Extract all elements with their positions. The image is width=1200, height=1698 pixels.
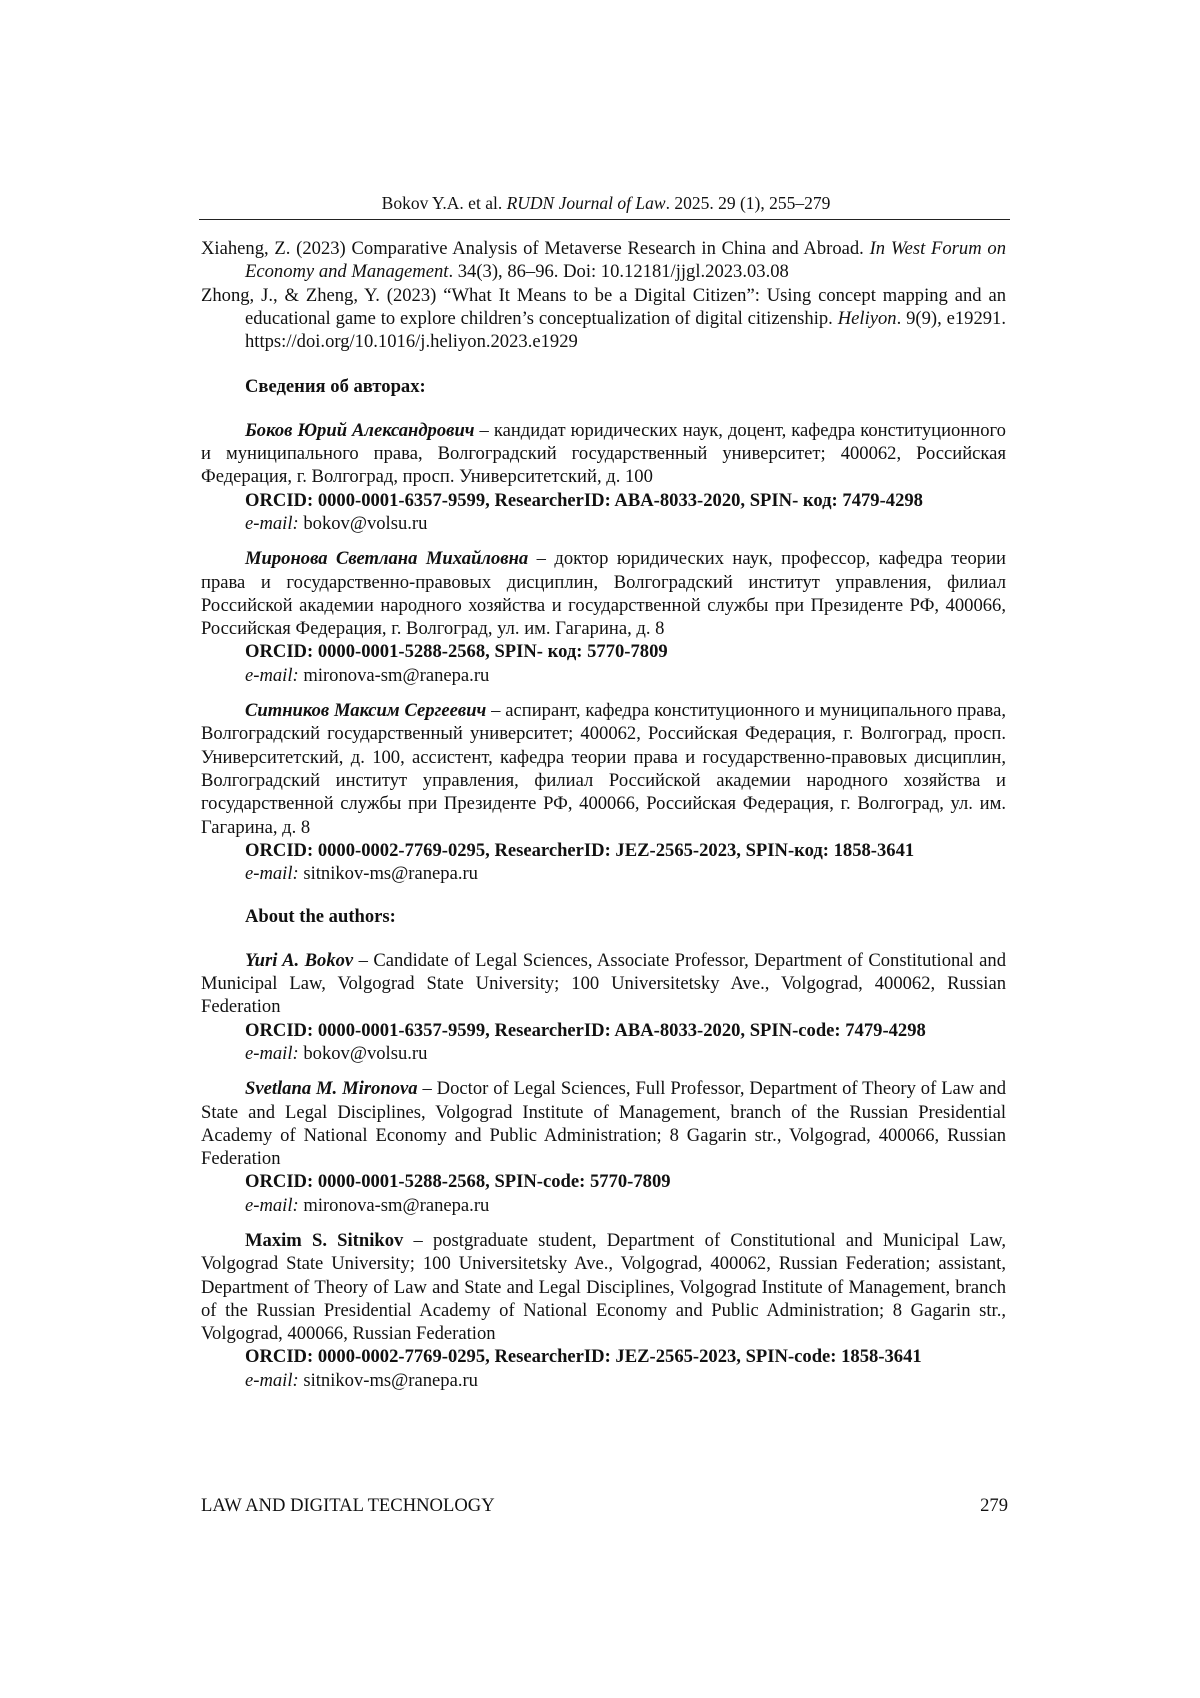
- author-email: e-mail: bokov@volsu.ru: [245, 1042, 428, 1064]
- author-email: e-mail: sitnikov-ms@ranepa.ru: [245, 863, 478, 885]
- author-orcid: ORCID: 0000-0001-6357-9599, ResearcherID: ABA-8033-2020, SPIN- код: 7479-4298: [245, 489, 923, 511]
- author-bio: Yuri A. Bokov – Candidate of Legal Sciences, Associate Professor, Department of Constitutional and Municipal Law, Volgograd State University; 100 Universitetsky Ave., Volgograd, 400062, Russian Federation: [201, 949, 1006, 1018]
- author-orcid: ORCID: 0000-0002-7769-0295, ResearcherID: JEZ-2565-2023, SPIN-code: 1858-3641: [245, 1346, 922, 1368]
- author-email: e-mail: mironova-sm@ranepa.ru: [245, 664, 490, 686]
- running-head-citation: . 2025. 29 (1), 255–279: [665, 193, 831, 213]
- author-bio: Svetlana M. Mironova – Doctor of Legal Sciences, Full Professor, Department of Theory of Law and State and Legal Disciplines, Volgograd Institute of Management, branch of the Russian Presidential Academy of National Economy and Public Administration; 8 Gagarin str., Volgograd, 400066, Russian Federation: [201, 1078, 1006, 1170]
- author-bio: Боков Юрий Александрович – кандидат юридических наук, доцент, кафедра конституционного и муниципального права, Волгоградский государственный университет; 400062, Российская Федерация, г. Волгоград, просп. Университетский, д. 100: [201, 419, 1006, 488]
- header-rule: [199, 219, 1010, 220]
- page-number: 279: [980, 1495, 1008, 1516]
- author-name: Yuri A. Bokov: [245, 949, 354, 971]
- author-email: e-mail: bokov@volsu.ru: [245, 512, 428, 534]
- running-head: [201, 192, 1011, 214]
- author-orcid: ORCID: 0000-0001-5288-2568, SPIN-code: 5770-7809: [245, 1171, 671, 1193]
- author-email: e-mail: mironova-sm@ranepa.ru: [245, 1194, 490, 1216]
- footer-section-title: LAW AND DIGITAL TECHNOLOGY: [201, 1495, 495, 1516]
- author-orcid: ORCID: 0000-0001-6357-9599, ResearcherID: ABA-8033-2020, SPIN-code: 7479-4298: [245, 1019, 926, 1041]
- author-name: Миронова Светлана Михайловна: [245, 548, 529, 570]
- author-bio: Миронова Светлана Михайловна – доктор юридических наук, профессор, кафедра теории права и государственно-правовых дисциплин, Волгоградский институт управления, филиал Российской академии народного хозяйства и государственной службы при Президенте РФ, 400066, Российская Федерация, г. Волгоград, ул. им. Гагарина, д. 8: [201, 548, 1007, 640]
- author-orcid: ORCID: 0000-0001-5288-2568, SPIN- код: 5770-7809: [245, 641, 668, 663]
- author-name: Maxim S. Sitnikov: [245, 1229, 404, 1251]
- en-section-title: About the authors:: [245, 906, 396, 928]
- author-orcid: ORCID: 0000-0002-7769-0295, ResearcherID: JEZ-2565-2023, SPIN-код: 1858-3641: [245, 839, 915, 861]
- author-name: Ситников Максим Сергеевич: [245, 700, 487, 722]
- author-bio: Maxim S. Sitnikov – postgraduate student, Department of Constitutional and Municipal Law, Volgograd State University; 100 Universitetsky Ave., Volgograd, 400062, Russian Federation; assistant, Department of Theory of Law and State and Legal Disciplines, Volgograd Institute of Management, branch of the Russian Presidential Academy of National Economy and Public Administration; 8 Gagarin str., Volgograd, 400066, Russian Federation: [201, 1229, 1006, 1345]
- author-name: Svetlana M. Mironova: [245, 1078, 418, 1100]
- ru-section-title: Сведения об авторах:: [245, 376, 426, 398]
- reference-item: Xiaheng, Z. (2023) Comparative Analysis of Metaverse Research in China and Abroad. In West Forum on Economy and Management. 34(3), 86–96. Doi: 10.12181/jjgl.2023.03.08: [201, 238, 1006, 283]
- page-body: [201, 237, 1006, 1392]
- author-bio: Ситников Максим Сергеевич – аспирант, кафедра конституционного и муниципального права, Волгоградский государственный университет; 400062, Российская Федерация, г. Волгоград, просп. Университетский, д. 100, ассистент, кафедра теории права и государственно-правовых дисциплин, Волгоградский институт управления, филиал Российской академии народного хозяйства и государственной службы при Президенте РФ, 400066, Российская Федерация, г. Волгоград, ул. им. Гагарина, д. 8: [201, 700, 1006, 838]
- author-email: e-mail: sitnikov-ms@ranepa.ru: [245, 1369, 478, 1391]
- running-head-journal: RUDN Journal of Law: [506, 193, 666, 213]
- running-head-authors: Bokov Y.A. et al.: [381, 193, 503, 213]
- reference-item: Zhong, J., & Zheng, Y. (2023) “What It Means to be a Digital Citizen”: Using concept mapping and an educational game to explore children’s conceptualization of digital citizenship. Heliyon. 9(9), e19291. https://doi.org/10.1016/j.heliyon.2023.e1929: [201, 284, 1006, 353]
- author-name: Боков Юрий Александрович: [245, 419, 475, 441]
